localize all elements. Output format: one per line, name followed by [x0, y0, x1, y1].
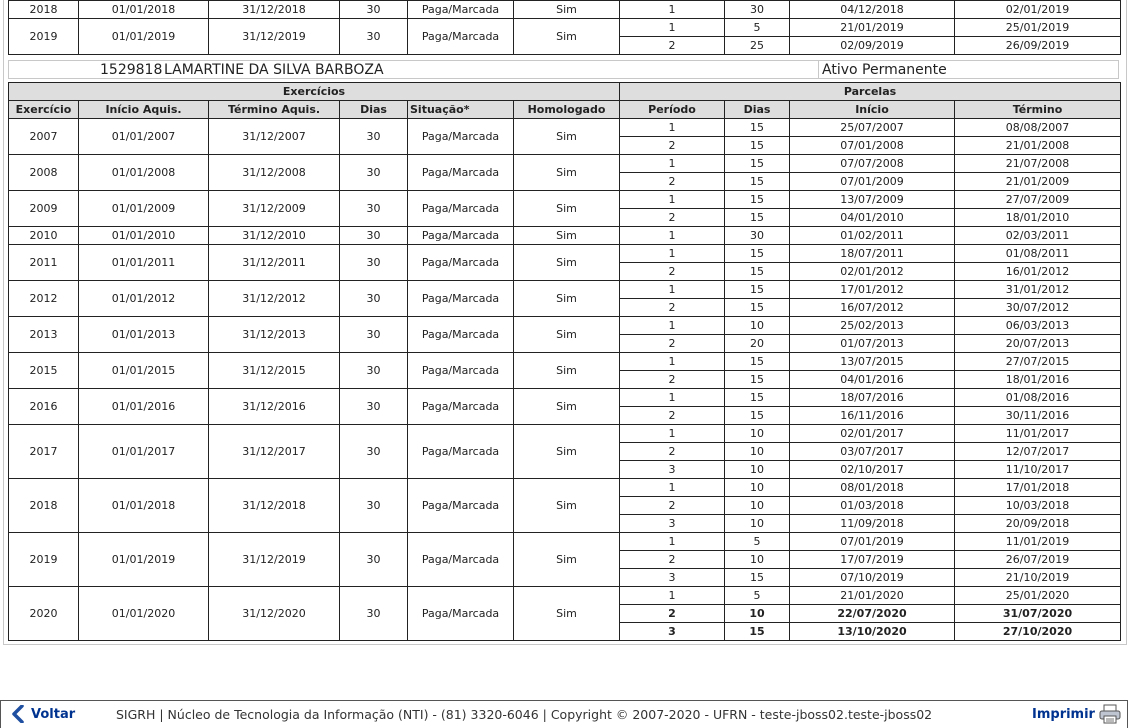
- cell-parcela-termino: 21/07/2008: [955, 155, 1121, 173]
- table-row: [9, 587, 1121, 605]
- cell-exercicio: 2012: [9, 281, 79, 317]
- cell-parcela-inicio: 25/07/2007: [790, 119, 955, 137]
- cell-periodo: 3: [620, 623, 725, 641]
- back-label: Voltar: [31, 706, 76, 722]
- cell-dias: 30: [340, 533, 408, 587]
- cell-parcela-dias: 5: [725, 19, 790, 37]
- cell-termino-aquis: 31/12/2017: [209, 425, 340, 479]
- cell-homologado: Sim: [514, 1, 620, 19]
- cell-periodo: 2: [620, 173, 725, 191]
- cell-parcela-termino: 10/03/2018: [955, 497, 1121, 515]
- cell-parcela-inicio: 07/01/2009: [790, 173, 955, 191]
- cell-parcela-termino: 21/10/2019: [955, 569, 1121, 587]
- cell-periodo: 1: [620, 191, 725, 209]
- cell-parcela-termino: 27/10/2020: [955, 623, 1121, 641]
- cell-parcela-dias: 15: [725, 371, 790, 389]
- cell-situacao: Paga/Marcada: [408, 353, 514, 389]
- cell-parcela-inicio: 25/02/2013: [790, 317, 955, 335]
- cell-parcela-termino: 11/10/2017: [955, 461, 1121, 479]
- cell-parcela-dias: 15: [725, 389, 790, 407]
- cell-dias: 30: [340, 191, 408, 227]
- cell-termino-aquis: 31/12/2020: [209, 587, 340, 641]
- cell-exercicio: 2019: [9, 19, 79, 55]
- cell-termino-aquis: 31/12/2008: [209, 155, 340, 191]
- table-row: [9, 479, 1121, 497]
- employee-status: Ativo Permanente: [822, 62, 947, 78]
- cell-parcela-termino: 30/11/2016: [955, 407, 1121, 425]
- cell-parcela-dias: 10: [725, 443, 790, 461]
- cell-periodo: 1: [620, 533, 725, 551]
- cell-parcela-dias: 15: [725, 155, 790, 173]
- cell-homologado: Sim: [514, 191, 620, 227]
- cell-parcela-termino: 11/01/2017: [955, 425, 1121, 443]
- col-header-situacao: Situação*: [408, 101, 514, 119]
- cell-situacao: Paga/Marcada: [408, 155, 514, 191]
- cell-parcela-dias: 15: [725, 407, 790, 425]
- cell-parcela-dias: 15: [725, 353, 790, 371]
- employee-info-bar: [8, 60, 1119, 79]
- cell-periodo: 3: [620, 515, 725, 533]
- cell-parcela-dias: 15: [725, 173, 790, 191]
- cell-termino-aquis: 31/12/2007: [209, 119, 340, 155]
- cell-dias: 30: [340, 425, 408, 479]
- cell-parcela-termino: 01/08/2011: [955, 245, 1121, 263]
- cell-periodo: 2: [620, 37, 725, 55]
- cell-parcela-termino: 18/01/2016: [955, 371, 1121, 389]
- col-header-periodo: Período: [620, 101, 725, 119]
- cell-parcela-termino: 17/01/2018: [955, 479, 1121, 497]
- cell-periodo: 1: [620, 353, 725, 371]
- cell-parcela-dias: 15: [725, 191, 790, 209]
- cell-parcela-dias: 10: [725, 317, 790, 335]
- cell-parcela-dias: 10: [725, 497, 790, 515]
- cell-parcela-termino: 02/01/2019: [955, 1, 1121, 19]
- table-row: [9, 353, 1121, 371]
- cell-periodo: 1: [620, 119, 725, 137]
- cell-situacao: Paga/Marcada: [408, 281, 514, 317]
- cell-parcela-dias: 10: [725, 515, 790, 533]
- cell-inicio-aquis: 01/01/2018: [79, 479, 209, 533]
- col-header-exercicio: Exercício: [9, 101, 79, 119]
- cell-inicio-aquis: 01/01/2007: [79, 119, 209, 155]
- table-row: [9, 425, 1121, 443]
- cell-parcela-dias: 10: [725, 551, 790, 569]
- cell-homologado: Sim: [514, 389, 620, 425]
- cell-parcela-dias: 5: [725, 533, 790, 551]
- cell-parcela-inicio: 07/10/2019: [790, 569, 955, 587]
- cell-parcela-inicio: 08/01/2018: [790, 479, 955, 497]
- cell-situacao: Paga/Marcada: [408, 587, 514, 641]
- cell-parcela-termino: 21/01/2009: [955, 173, 1121, 191]
- cell-parcela-dias: 30: [725, 227, 790, 245]
- cell-exercicio: 2017: [9, 425, 79, 479]
- cell-parcela-termino: 02/03/2011: [955, 227, 1121, 245]
- cell-inicio-aquis: 01/01/2011: [79, 245, 209, 281]
- cell-periodo: 1: [620, 19, 725, 37]
- cell-periodo: 1: [620, 227, 725, 245]
- cell-parcela-inicio: 18/07/2016: [790, 389, 955, 407]
- cell-parcela-inicio: 21/01/2020: [790, 587, 955, 605]
- table-row: [9, 389, 1121, 407]
- cell-dias: 30: [340, 1, 408, 19]
- cell-inicio-aquis: 01/01/2012: [79, 281, 209, 317]
- cell-dias: 30: [340, 317, 408, 353]
- cell-exercicio: 2019: [9, 533, 79, 587]
- cell-parcela-dias: 15: [725, 209, 790, 227]
- col-header-parcela-termino: Término: [955, 101, 1121, 119]
- cell-parcela-dias: 15: [725, 623, 790, 641]
- employee-id: 1529818: [100, 62, 163, 78]
- cell-parcela-dias: 20: [725, 335, 790, 353]
- cell-situacao: Paga/Marcada: [408, 533, 514, 587]
- previous-employee-vacation-table: [8, 0, 1121, 55]
- table-row: [9, 191, 1121, 209]
- cell-periodo: 1: [620, 245, 725, 263]
- cell-homologado: Sim: [514, 227, 620, 245]
- cell-homologado: Sim: [514, 425, 620, 479]
- cell-parcela-dias: 30: [725, 1, 790, 19]
- printer-icon: [1099, 704, 1121, 724]
- cell-situacao: Paga/Marcada: [408, 119, 514, 155]
- cell-homologado: Sim: [514, 353, 620, 389]
- cell-situacao: Paga/Marcada: [408, 245, 514, 281]
- table-row: [9, 317, 1121, 335]
- cell-exercicio: 2018: [9, 479, 79, 533]
- cell-parcela-termino: 26/07/2019: [955, 551, 1121, 569]
- cell-homologado: Sim: [514, 155, 620, 191]
- cell-periodo: 1: [620, 1, 725, 19]
- cell-dias: 30: [340, 155, 408, 191]
- col-header-parcela-dias: Dias: [725, 101, 790, 119]
- cell-parcela-dias: 15: [725, 137, 790, 155]
- cell-exercicio: 2018: [9, 1, 79, 19]
- cell-parcela-inicio: 11/09/2018: [790, 515, 955, 533]
- cell-periodo: 2: [620, 497, 725, 515]
- cell-periodo: 1: [620, 587, 725, 605]
- cell-homologado: Sim: [514, 119, 620, 155]
- cell-exercicio: 2020: [9, 587, 79, 641]
- cell-exercicio: 2011: [9, 245, 79, 281]
- cell-termino-aquis: 31/12/2012: [209, 281, 340, 317]
- cell-termino-aquis: 31/12/2013: [209, 317, 340, 353]
- group-header-exercicios: Exercícios: [9, 83, 620, 101]
- cell-inicio-aquis: 01/01/2019: [79, 533, 209, 587]
- cell-termino-aquis: 31/12/2016: [209, 389, 340, 425]
- table-row: [9, 227, 1121, 245]
- cell-situacao: Paga/Marcada: [408, 19, 514, 55]
- cell-parcela-dias: 15: [725, 569, 790, 587]
- cell-situacao: Paga/Marcada: [408, 425, 514, 479]
- table-row: [9, 533, 1121, 551]
- cell-termino-aquis: 31/12/2009: [209, 191, 340, 227]
- cell-inicio-aquis: 01/01/2013: [79, 317, 209, 353]
- cell-periodo: 2: [620, 443, 725, 461]
- back-arrow-icon: [11, 705, 25, 723]
- cell-parcela-termino: 30/07/2012: [955, 299, 1121, 317]
- cell-periodo: 2: [620, 299, 725, 317]
- cell-parcela-inicio: 02/01/2017: [790, 425, 955, 443]
- cell-parcela-inicio: 16/11/2016: [790, 407, 955, 425]
- table-row: [9, 155, 1121, 173]
- cell-termino-aquis: 31/12/2018: [209, 479, 340, 533]
- cell-inicio-aquis: 01/01/2016: [79, 389, 209, 425]
- cell-inicio-aquis: 01/01/2019: [79, 19, 209, 55]
- cell-parcela-inicio: 07/01/2019: [790, 533, 955, 551]
- cell-periodo: 2: [620, 551, 725, 569]
- print-button[interactable]: [1032, 704, 1121, 724]
- cell-parcela-inicio: 02/01/2012: [790, 263, 955, 281]
- cell-homologado: Sim: [514, 587, 620, 641]
- cell-parcela-termino: 11/01/2019: [955, 533, 1121, 551]
- cell-parcela-termino: 01/08/2016: [955, 389, 1121, 407]
- cell-parcela-inicio: 13/07/2015: [790, 353, 955, 371]
- cell-parcela-inicio: 13/10/2020: [790, 623, 955, 641]
- cell-periodo: 2: [620, 209, 725, 227]
- table-row: [9, 1, 1121, 19]
- cell-exercicio: 2010: [9, 227, 79, 245]
- cell-parcela-termino: 20/09/2018: [955, 515, 1121, 533]
- cell-periodo: 1: [620, 281, 725, 299]
- cell-dias: 30: [340, 19, 408, 55]
- table-row: [9, 281, 1121, 299]
- cell-parcela-termino: 25/01/2019: [955, 19, 1121, 37]
- cell-homologado: Sim: [514, 479, 620, 533]
- cell-exercicio: 2007: [9, 119, 79, 155]
- group-header-parcelas: Parcelas: [620, 83, 1121, 101]
- cell-exercicio: 2015: [9, 353, 79, 389]
- cell-periodo: 2: [620, 407, 725, 425]
- cell-parcela-dias: 15: [725, 245, 790, 263]
- cell-parcela-termino: 27/07/2015: [955, 353, 1121, 371]
- print-label: Imprimir: [1032, 706, 1095, 722]
- cell-parcela-inicio: 17/07/2019: [790, 551, 955, 569]
- back-button[interactable]: [11, 704, 75, 724]
- col-header-termino-aquis: Término Aquis.: [209, 101, 340, 119]
- employee-name: LAMARTINE DA SILVA BARBOZA: [164, 62, 384, 78]
- cell-parcela-dias: 10: [725, 605, 790, 623]
- cell-parcela-dias: 5: [725, 587, 790, 605]
- cell-parcela-inicio: 04/01/2016: [790, 371, 955, 389]
- cell-parcela-inicio: 22/07/2020: [790, 605, 955, 623]
- cell-periodo: 1: [620, 155, 725, 173]
- cell-periodo: 1: [620, 317, 725, 335]
- cell-parcela-dias: 25: [725, 37, 790, 55]
- cell-parcela-dias: 10: [725, 479, 790, 497]
- cell-parcela-termino: 18/01/2010: [955, 209, 1121, 227]
- cell-termino-aquis: 31/12/2019: [209, 533, 340, 587]
- cell-situacao: Paga/Marcada: [408, 191, 514, 227]
- cell-parcela-inicio: 04/12/2018: [790, 1, 955, 19]
- cell-periodo: 2: [620, 263, 725, 281]
- cell-termino-aquis: 31/12/2010: [209, 227, 340, 245]
- cell-inicio-aquis: 01/01/2008: [79, 155, 209, 191]
- footer-bar: [0, 700, 1128, 728]
- cell-parcela-termino: 31/01/2012: [955, 281, 1121, 299]
- cell-inicio-aquis: 01/01/2015: [79, 353, 209, 389]
- cell-parcela-inicio: 21/01/2019: [790, 19, 955, 37]
- cell-parcela-termino: 21/01/2008: [955, 137, 1121, 155]
- cell-parcela-termino: 31/07/2020: [955, 605, 1121, 623]
- cell-parcela-termino: 08/08/2007: [955, 119, 1121, 137]
- cell-periodo: 2: [620, 335, 725, 353]
- cell-dias: 30: [340, 245, 408, 281]
- cell-parcela-inicio: 03/07/2017: [790, 443, 955, 461]
- cell-parcela-dias: 15: [725, 119, 790, 137]
- cell-periodo: 1: [620, 389, 725, 407]
- cell-dias: 30: [340, 389, 408, 425]
- cell-parcela-inicio: 01/07/2013: [790, 335, 955, 353]
- cell-parcela-termino: 27/07/2009: [955, 191, 1121, 209]
- table-row: [9, 19, 1121, 37]
- cell-situacao: Paga/Marcada: [408, 389, 514, 425]
- cell-termino-aquis: 31/12/2015: [209, 353, 340, 389]
- cell-parcela-inicio: 01/02/2011: [790, 227, 955, 245]
- cell-homologado: Sim: [514, 245, 620, 281]
- cell-parcela-inicio: 04/01/2010: [790, 209, 955, 227]
- cell-situacao: Paga/Marcada: [408, 317, 514, 353]
- divider: [818, 61, 819, 78]
- cell-dias: 30: [340, 227, 408, 245]
- cell-parcela-dias: 15: [725, 263, 790, 281]
- cell-homologado: Sim: [514, 19, 620, 55]
- cell-dias: 30: [340, 353, 408, 389]
- vacation-table: [8, 82, 1121, 641]
- cell-dias: 30: [340, 281, 408, 317]
- cell-parcela-dias: 10: [725, 425, 790, 443]
- cell-periodo: 2: [620, 371, 725, 389]
- cell-inicio-aquis: 01/01/2009: [79, 191, 209, 227]
- cell-situacao: Paga/Marcada: [408, 227, 514, 245]
- cell-parcela-inicio: 16/07/2012: [790, 299, 955, 317]
- cell-inicio-aquis: 01/01/2018: [79, 1, 209, 19]
- cell-dias: 30: [340, 587, 408, 641]
- cell-parcela-termino: 12/07/2017: [955, 443, 1121, 461]
- cell-parcela-termino: 06/03/2013: [955, 317, 1121, 335]
- col-header-homologado: Homologado: [514, 101, 620, 119]
- cell-inicio-aquis: 01/01/2017: [79, 425, 209, 479]
- cell-termino-aquis: 31/12/2019: [209, 19, 340, 55]
- table-row: [9, 119, 1121, 137]
- col-header-parcela-inicio: Início: [790, 101, 955, 119]
- cell-situacao: Paga/Marcada: [408, 479, 514, 533]
- cell-parcela-inicio: 17/01/2012: [790, 281, 955, 299]
- cell-dias: 30: [340, 479, 408, 533]
- cell-termino-aquis: 31/12/2011: [209, 245, 340, 281]
- cell-periodo: 3: [620, 569, 725, 587]
- cell-parcela-dias: 10: [725, 461, 790, 479]
- cell-parcela-inicio: 07/01/2008: [790, 137, 955, 155]
- cell-exercicio: 2013: [9, 317, 79, 353]
- cell-parcela-dias: 15: [725, 281, 790, 299]
- cell-parcela-inicio: 02/10/2017: [790, 461, 955, 479]
- cell-homologado: Sim: [514, 533, 620, 587]
- cell-exercicio: 2008: [9, 155, 79, 191]
- cell-homologado: Sim: [514, 317, 620, 353]
- cell-exercicio: 2016: [9, 389, 79, 425]
- cell-periodo: 1: [620, 479, 725, 497]
- cell-parcela-inicio: 02/09/2019: [790, 37, 955, 55]
- cell-parcela-termino: 26/09/2019: [955, 37, 1121, 55]
- cell-periodo: 2: [620, 605, 725, 623]
- cell-homologado: Sim: [514, 281, 620, 317]
- col-header-dias: Dias: [340, 101, 408, 119]
- cell-termino-aquis: 31/12/2018: [209, 1, 340, 19]
- cell-inicio-aquis: 01/01/2020: [79, 587, 209, 641]
- cell-parcela-inicio: 01/03/2018: [790, 497, 955, 515]
- cell-periodo: 1: [620, 425, 725, 443]
- footer-info: SIGRH | Núcleo de Tecnologia da Informação (NTI) - (81) 3320-6046 | Copyright © 2007-2020 - UFRN - teste-jboss02.teste-jboss02: [116, 707, 933, 722]
- cell-parcela-inicio: 18/07/2011: [790, 245, 955, 263]
- cell-exercicio: 2009: [9, 191, 79, 227]
- col-header-inicio-aquis: Início Aquis.: [79, 101, 209, 119]
- cell-parcela-termino: 25/01/2020: [955, 587, 1121, 605]
- cell-parcela-termino: 16/01/2012: [955, 263, 1121, 281]
- cell-parcela-dias: 15: [725, 299, 790, 317]
- cell-situacao: Paga/Marcada: [408, 1, 514, 19]
- cell-dias: 30: [340, 119, 408, 155]
- cell-parcela-termino: 20/07/2013: [955, 335, 1121, 353]
- cell-parcela-inicio: 07/07/2008: [790, 155, 955, 173]
- cell-periodo: 3: [620, 461, 725, 479]
- cell-inicio-aquis: 01/01/2010: [79, 227, 209, 245]
- cell-parcela-inicio: 13/07/2009: [790, 191, 955, 209]
- table-row: [9, 245, 1121, 263]
- cell-periodo: 2: [620, 137, 725, 155]
